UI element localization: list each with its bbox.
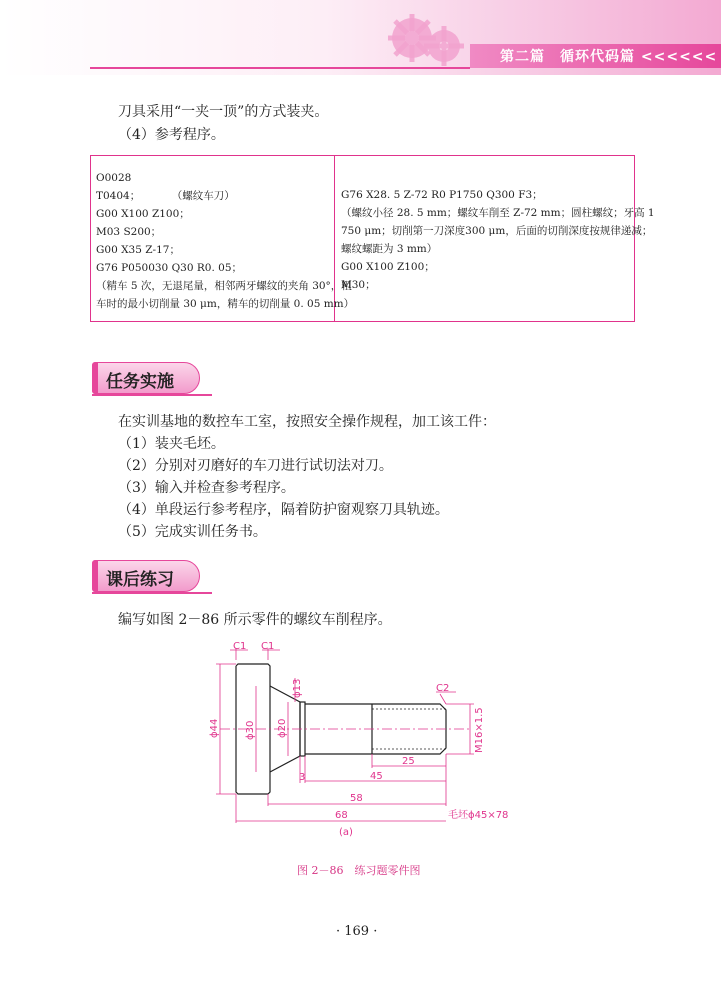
code-line: （精车 5 次，无退尾量，相邻两牙螺纹的夹角 30°，粗 <box>96 280 352 292</box>
program-table <box>90 155 655 322</box>
diameter-label: ϕ20 <box>277 718 288 738</box>
length-label: 58 <box>350 793 363 804</box>
task-line: （3）输入并检查参考程序。 <box>118 480 295 496</box>
code-line: O0028 <box>96 172 132 184</box>
task-line: （5）完成实训任务书。 <box>118 524 267 540</box>
code-line: 车时的最小切削量 30 μm，精车的切削量 0. 05 mm） <box>96 298 355 310</box>
code-line: M03 S200； <box>96 226 162 238</box>
part-drawing <box>200 638 530 844</box>
gears-icon <box>370 8 470 70</box>
task-line: （2）分别对刃磨好的车刀进行试切法对刀。 <box>118 458 393 474</box>
code-line: G76 X28. 5 Z-72 R0 P1750 Q300 F3； <box>341 189 543 201</box>
code-line: G00 X100 Z100； <box>96 208 190 220</box>
section-heading-tasks <box>92 362 212 394</box>
program-left-column <box>96 169 354 313</box>
code-line: G76 P050030 Q30 R0. 05； <box>96 262 243 274</box>
code-line: 螺纹螺距为 3 mm） <box>341 243 438 255</box>
subfigure-label: (a) <box>339 827 353 838</box>
chamfer-label: C2 <box>436 683 450 694</box>
page-header <box>0 0 721 75</box>
section-cap <box>92 560 98 592</box>
length-label: 3 <box>299 772 306 783</box>
chapter-title: 第二篇 循环代码篇 <<<<<< <box>500 49 718 65</box>
diameter-label: ϕ44 <box>209 718 220 738</box>
length-label: 68 <box>335 810 348 821</box>
length-label: 25 <box>402 756 415 767</box>
section-rule <box>92 394 212 396</box>
intro-line-1: 刀具采用“一夹一顶”的方式装夹。 <box>118 104 329 120</box>
code-line: G00 X100 Z100； <box>341 261 435 273</box>
section-cap <box>92 362 98 394</box>
header-rule <box>90 67 470 69</box>
code-line: M30； <box>341 279 376 291</box>
length-label: 45 <box>370 771 383 782</box>
section-rule <box>92 592 212 594</box>
task-line: （1）装夹毛坯。 <box>118 436 225 452</box>
blank-size-label: 毛坯ϕ45×78 <box>448 810 509 821</box>
diameter-label: ϕ30 <box>245 720 256 740</box>
code-line: G00 X35 Z-17； <box>96 244 180 256</box>
intro-line-2: （4）参考程序。 <box>118 127 225 143</box>
diameter-label: ϕ13 <box>292 678 303 698</box>
figure-caption: 图 2－86 练习题零件图 <box>297 864 421 877</box>
thread-label: M16×1.5 <box>474 707 485 753</box>
task-line: （4）单段运行参考程序，隔着防护窗观察刀具轨迹。 <box>118 502 449 518</box>
code-line: T0404； （螺纹车刀） <box>96 190 235 202</box>
page-number: · 169 · <box>336 924 378 939</box>
chamfer-label: C1 <box>261 641 275 652</box>
section-title: 任务实施 <box>106 372 174 392</box>
section-heading-exercise <box>92 560 212 592</box>
exercise-line: 编写如图 2－86 所示零件的螺纹车削程序。 <box>118 612 392 628</box>
code-line: 750 μm；切削第一刀深度300 μm，后面的切削深度按规律递减； <box>341 225 653 237</box>
section-title: 课后练习 <box>106 570 174 590</box>
program-right-column <box>341 186 655 294</box>
code-line: （螺纹小径 28. 5 mm；螺纹车削至 Z-72 mm；圆柱螺纹；牙高 1 <box>341 207 655 219</box>
chamfer-label: C1 <box>233 641 247 652</box>
task-line: 在实训基地的数控车工室，按照安全操作规程，加工该工件： <box>118 414 496 430</box>
